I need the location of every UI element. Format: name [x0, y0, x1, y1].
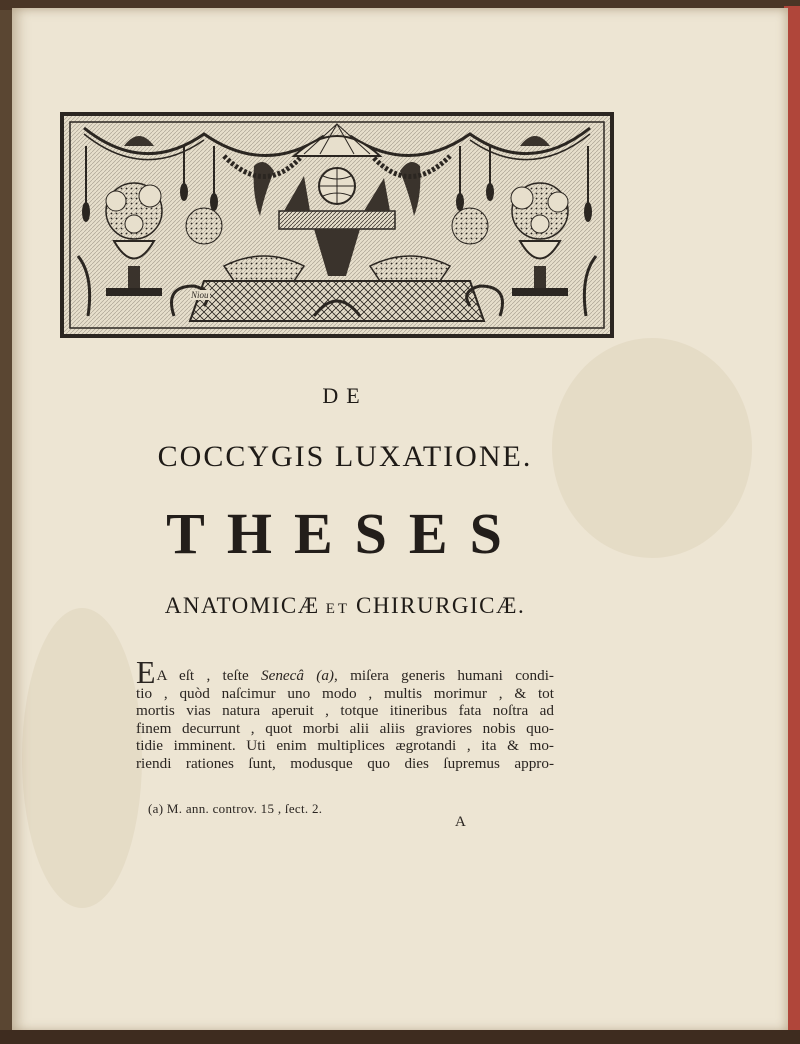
text-segment: A eſt , teſte	[156, 667, 261, 684]
ornamental-headpiece	[60, 112, 614, 338]
text-line: finem decurrunt , quot morbi alii aliis graviores nobis quo-	[136, 719, 554, 737]
text-line: tidie imminent. Uti enim multiplices ægrotandi , ita & mo-	[136, 737, 554, 755]
engraver-signature: Niou	[191, 290, 209, 300]
heading-de: DE	[322, 383, 368, 408]
book-binding-bottom	[0, 1030, 800, 1044]
footnote: (a) M. ann. controv. 15 , ſect. 2.	[148, 801, 323, 816]
signature-mark: A	[455, 814, 466, 830]
subtitle-anatomicae: ANATOMICÆ	[164, 593, 320, 618]
subtitle-chirurgicae: CHIRURGICÆ.	[356, 593, 526, 618]
citation-seneca: Senecâ (a)	[260, 667, 334, 684]
drop-cap: E	[136, 654, 156, 690]
heading-theses: THESES	[166, 501, 524, 566]
subtitle	[0, 593, 690, 619]
text-line: mortis vias natura aperuit , totque itineribus fata noſtra ad	[136, 702, 554, 720]
text-line: tio , quòd naſcimur uno modo , multis morimur , & tot	[136, 684, 554, 702]
subtitle-et: ET	[325, 601, 351, 617]
page-title: COCCYGIS LUXATIONE.	[157, 440, 533, 473]
engraving-illustration	[64, 116, 610, 334]
body-paragraph	[136, 654, 554, 773]
text-segment: , miſera generis humani condi-	[334, 667, 554, 684]
text-line	[136, 654, 554, 690]
paper-stain	[22, 608, 142, 908]
text-line: riendi rationes ſunt, modusque quo dies ſupremus appro-	[136, 754, 554, 772]
